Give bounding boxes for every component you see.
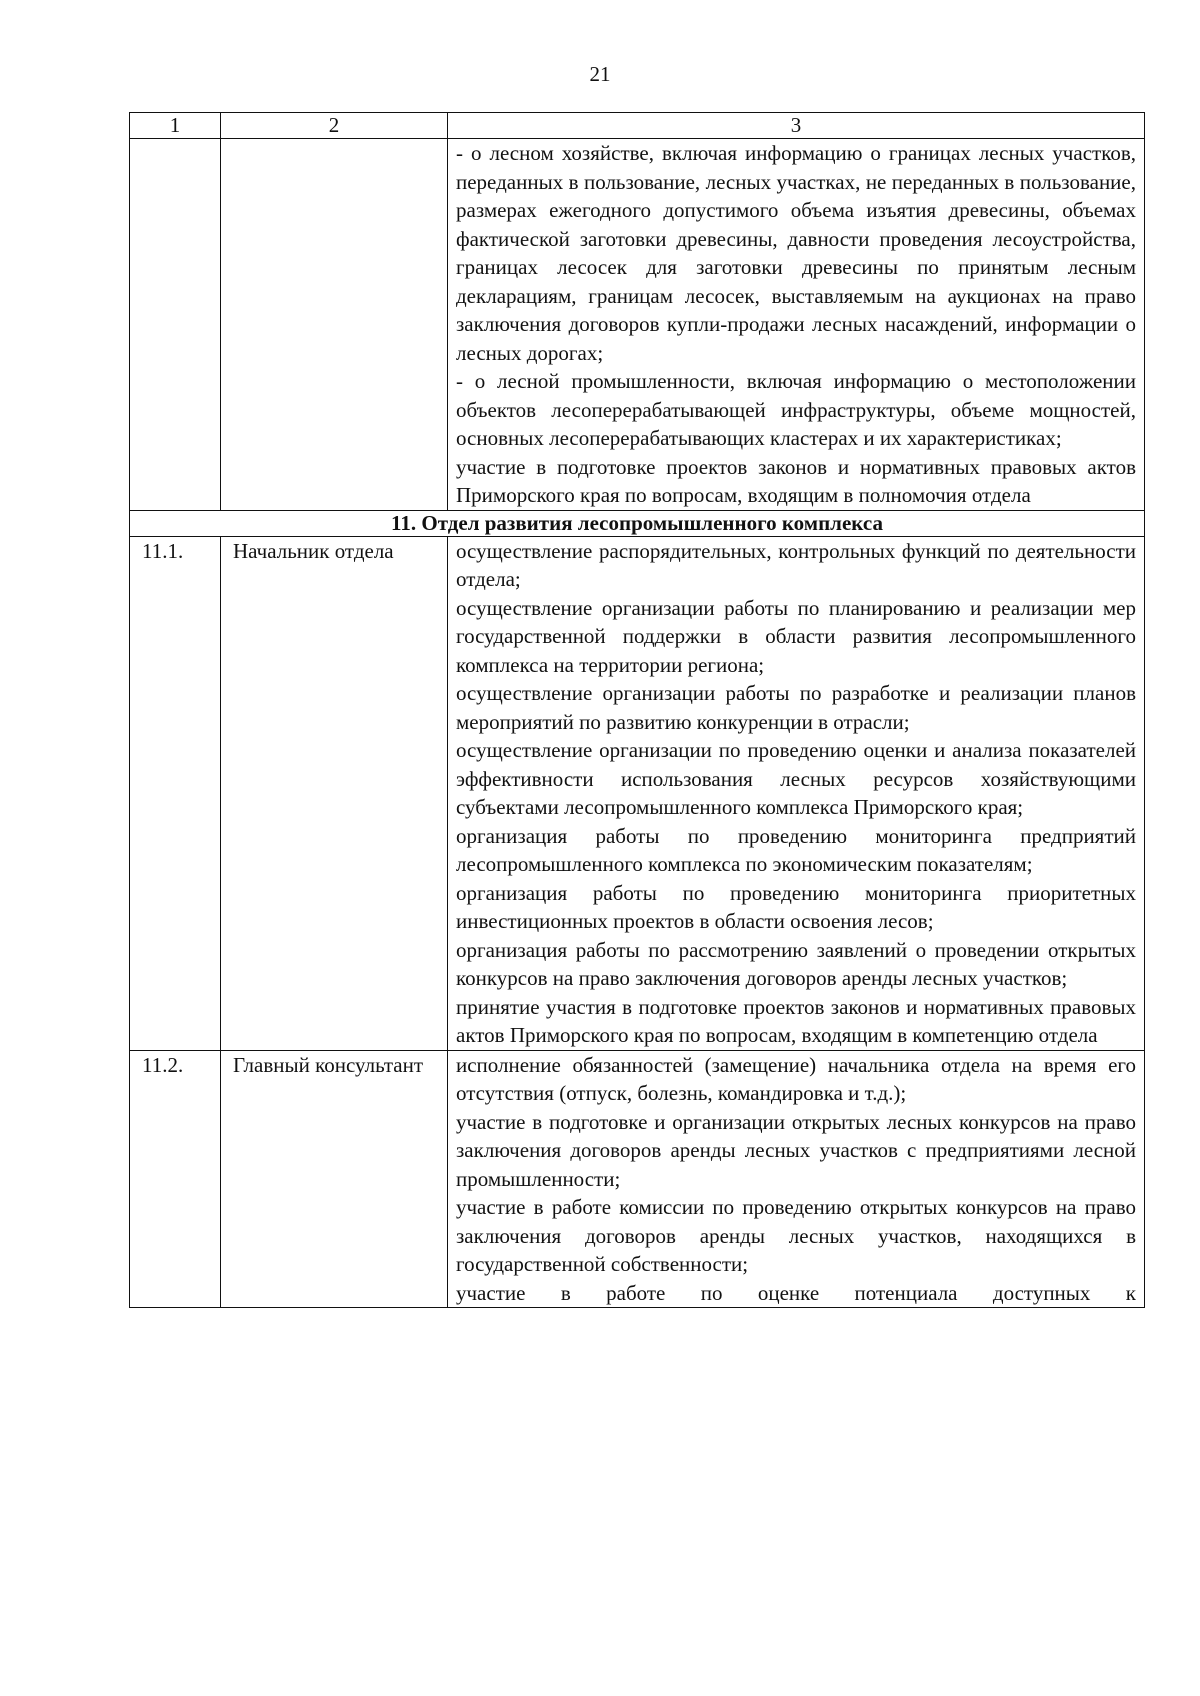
table-row: [130, 536, 1145, 1050]
duty-paragraph: принятие участия в подготовке проектов законов и нормативных правовых актов Приморского края по вопросам, входящим в компетенцию отдела: [456, 994, 1136, 1047]
table-row-continuation: [130, 139, 1145, 511]
duty-paragraph: - о лесной промышленности, включая информацию о местоположении объектов лесоперерабатывающей инфраструктуры, объеме мощностей, основных лесоперерабатывающих кластерах и их характеристиках;: [456, 369, 1136, 450]
duty-paragraph: организация работы по рассмотрению заявлений о проведении открытых конкурсов на право заключения договоров аренды лесных участков;: [456, 937, 1136, 990]
section-title: 11. Отдел развития лесопромышленного комплекса: [130, 510, 1145, 536]
page-number: 21: [589, 62, 611, 86]
position-title: Главный консультант: [221, 1050, 448, 1308]
position-title: Начальник отдела: [221, 536, 448, 1050]
duty-paragraph: - о лесном хозяйстве, включая информацию о границах лесных участков, переданных в пользование, лесных участках, не переданных в пользование, размерах ежегодного допустимого объема изъятия древесины, объемах фактической заготовки древесины, давности проведения лесоустройства, границах лесосек для заготовки древесины по принятым лесным декларациям, границам лесосек, выставляемым на аукционах на право заключения договоров купли-продажи лесных насаждений, информации о лесных дорогах;: [456, 141, 1136, 365]
duty-paragraph: осуществление распорядительных, контрольных функций по деятельности отдела;: [456, 538, 1136, 591]
header-col-1: 1: [130, 113, 221, 139]
number-cell: [130, 139, 221, 511]
position-cell: [221, 139, 448, 511]
duty-paragraph: осуществление организации работы по планированию и реализации мер государственной поддержки в области развития лесопромышленного комплекса на территории региона;: [456, 595, 1136, 677]
row-number: 11.2.: [130, 1050, 221, 1308]
duty-paragraph: участие в работе по оценке потенциала доступных к: [456, 1280, 1136, 1305]
duty-paragraph: участие в работе комиссии по проведению открытых конкурсов на право заключения договоров аренды лесных участков, находящихся в государственной собственности;: [456, 1195, 1136, 1276]
table-header-row: [130, 113, 1145, 139]
header-col-2: 2: [221, 113, 448, 139]
duty-paragraph: участие в подготовке проектов законов и нормативных правовых актов Приморского края по вопросам, входящим в полномочия отдела: [456, 454, 1136, 507]
duties-cell: [448, 139, 1145, 511]
duties-table: [129, 112, 1145, 1308]
duty-paragraph: организация работы по проведению мониторинга приоритетных инвестиционных проектов в области освоения лесов;: [456, 880, 1136, 933]
duty-paragraph: осуществление организации по проведению оценки и анализа показателей эффективности использования лесных ресурсов хозяйствующими субъектами лесопромышленного комплекса Приморского края;: [456, 738, 1136, 819]
table-row: [130, 1050, 1145, 1308]
duty-paragraph: организация работы по проведению мониторинга предприятий лесопромышленного комплекса по экономическим показателям;: [456, 823, 1136, 876]
duties-cell: [448, 1050, 1145, 1308]
duty-paragraph: исполнение обязанностей (замещение) начальника отдела на время его отсутствия (отпуск, болезнь, командировка и т.д.);: [456, 1052, 1136, 1105]
section-heading-row: [130, 510, 1145, 536]
row-number: 11.1.: [130, 536, 221, 1050]
duty-paragraph: участие в подготовке и организации открытых лесных конкурсов на право заключения договоров аренды лесных участков с предприятиями лесной промышленности;: [456, 1109, 1136, 1191]
header-col-3: 3: [448, 113, 1145, 139]
duty-paragraph: осуществление организации работы по разработке и реализации планов мероприятий по развитию конкуренции в отрасли;: [456, 681, 1136, 734]
duties-cell: [448, 536, 1145, 1050]
